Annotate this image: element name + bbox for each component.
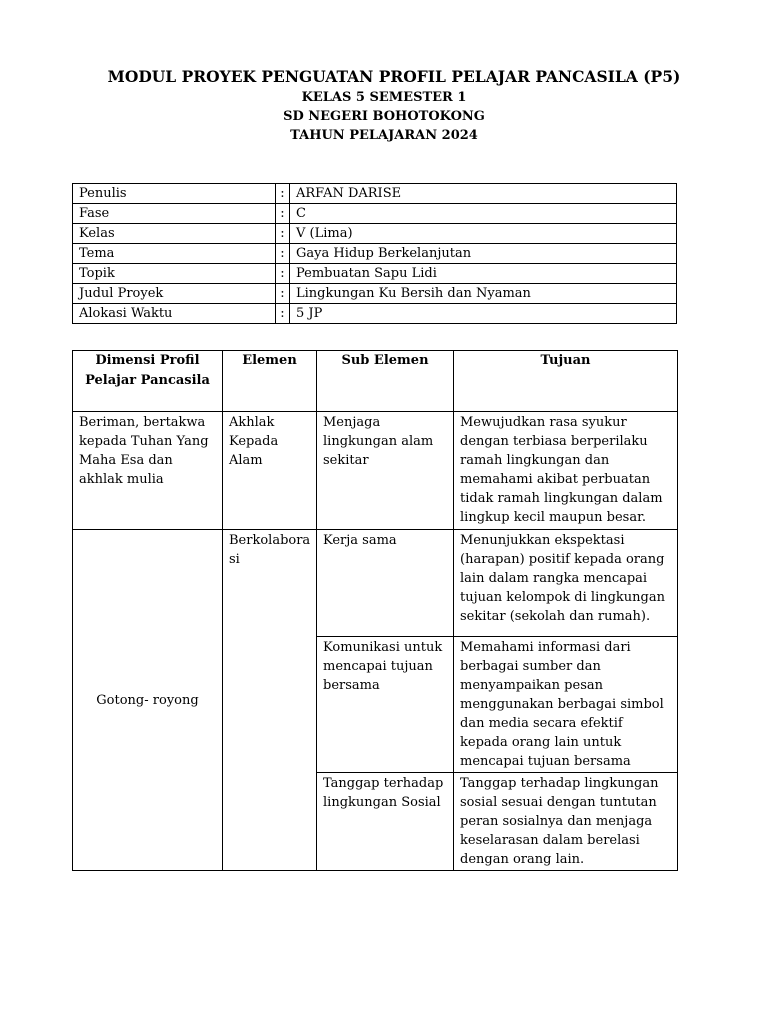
info-separator: : — [276, 204, 290, 224]
info-label: Topik — [73, 264, 276, 284]
tujuan-cell: Tanggap terhadap lingkungan sosial sesuai dengan tuntutan peran sosialnya dan menjaga keselarasan dalam berelasi dengan orang lain. — [454, 773, 678, 871]
info-row-fase — [73, 204, 677, 224]
info-row-tema — [73, 244, 677, 264]
dimensi-cell: Gotong- royong — [73, 530, 223, 871]
info-label: Fase — [73, 204, 276, 224]
info-separator: : — [276, 264, 290, 284]
info-label: Tema — [73, 244, 276, 264]
table-header-row — [73, 351, 678, 412]
sub-elemen-cell: Komunikasi untuk mencapai tujuan bersama — [317, 637, 454, 773]
info-row-kelas — [73, 224, 677, 244]
identity-table — [72, 183, 677, 324]
info-separator: : — [276, 304, 290, 324]
header-sub-elemen: Sub Elemen — [317, 351, 454, 412]
tujuan-cell: Menunjukkan ekspektasi (harapan) positif kepada orang lain dalam rangka mencapai tujuan kelompok di lingkungan sekitar (sekolah dan rumah). — [454, 530, 678, 637]
school-name: SD NEGERI BOHOTOKONG — [283, 109, 485, 124]
document-title: MODUL PROYEK PENGUATAN PROFIL PELAJAR PANCASILA (P5) — [107, 67, 681, 86]
info-label: Penulis — [73, 184, 276, 204]
info-label: Alokasi Waktu — [73, 304, 276, 324]
info-row-penulis — [73, 184, 677, 204]
info-value: Lingkungan Ku Bersih dan Nyaman — [290, 284, 677, 304]
info-value: ARFAN DARISE — [290, 184, 677, 204]
info-row-judul-proyek — [73, 284, 677, 304]
tujuan-cell: Mewujudkan rasa syukur dengan terbiasa berperilaku ramah lingkungan dan memahami akibat perbuatan tidak ramah lingkungan dalam lingkup kecil maupun besar. — [454, 412, 678, 530]
elemen-cell: Akhlak Kepada Alam — [223, 412, 317, 530]
sub-elemen-cell: Menjaga lingkungan alam sekitar — [317, 412, 454, 530]
sub-elemen-cell: Kerja sama — [317, 530, 454, 637]
info-value: Gaya Hidup Berkelanjutan — [290, 244, 677, 264]
table-row — [73, 530, 678, 637]
info-value: Pembuatan Sapu Lidi — [290, 264, 677, 284]
info-value: 5 JP — [290, 304, 677, 324]
table-row — [73, 412, 678, 530]
tujuan-cell: Memahami informasi dari berbagai sumber dan menyampaikan pesan menggunakan berbagai simbol dan media secara efektif kepada orang lain untuk mencapai tujuan bersama — [454, 637, 678, 773]
class-line: KELAS 5 SEMESTER 1 — [301, 90, 467, 105]
dimension-table — [72, 350, 678, 871]
academic-year: TAHUN PELAJARAN 2024 — [290, 128, 478, 143]
sub-elemen-cell: Tanggap terhadap lingkungan Sosial — [317, 773, 454, 871]
dimensi-cell: Beriman, bertakwa kepada Tuhan Yang Maha Esa dan akhlak mulia — [73, 412, 223, 530]
info-value: C — [290, 204, 677, 224]
info-row-alokasi-waktu — [73, 304, 677, 324]
elemen-cell: Berkolabora si — [223, 530, 317, 871]
info-separator: : — [276, 284, 290, 304]
header-dimensi: Dimensi Profil Pelajar Pancasila — [73, 351, 223, 412]
document-header — [0, 66, 768, 145]
info-separator: : — [276, 224, 290, 244]
info-value: V (Lima) — [290, 224, 677, 244]
header-elemen: Elemen — [223, 351, 317, 412]
info-separator: : — [276, 244, 290, 264]
header-tujuan: Tujuan — [454, 351, 678, 412]
info-row-topik — [73, 264, 677, 284]
info-label: Judul Proyek — [73, 284, 276, 304]
info-separator: : — [276, 184, 290, 204]
info-label: Kelas — [73, 224, 276, 244]
